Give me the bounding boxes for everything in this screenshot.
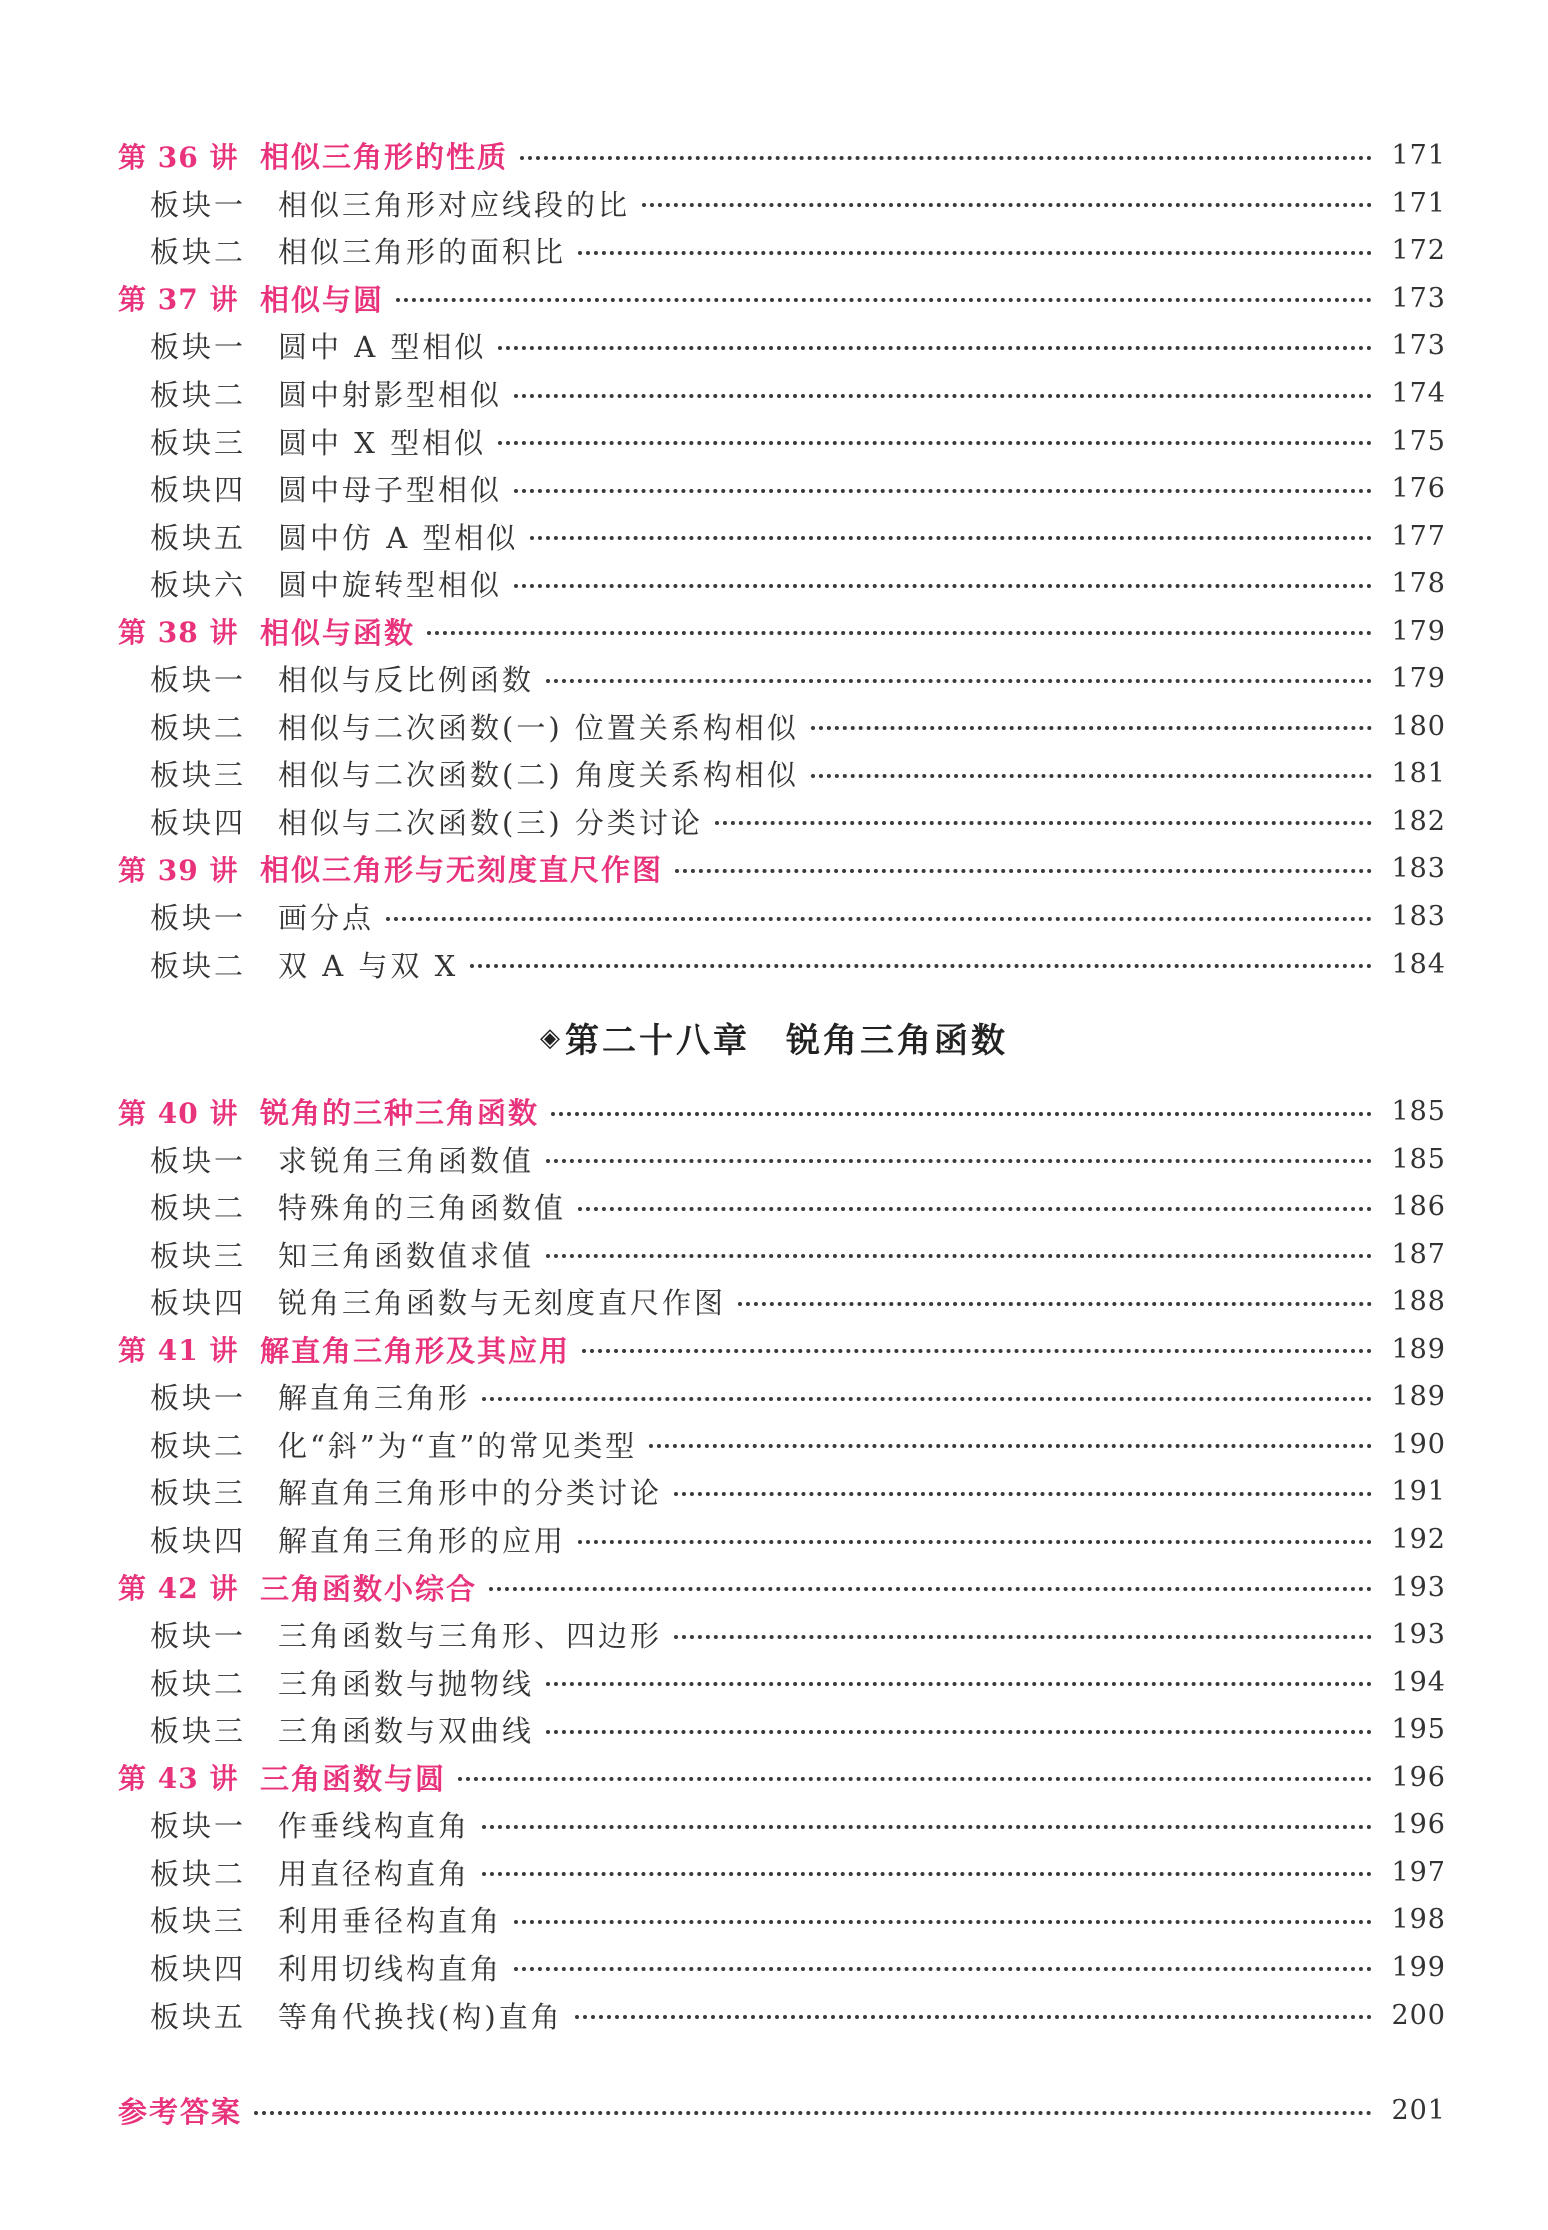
page-number: 182 — [1391, 805, 1446, 837]
page-number: 198 — [1391, 1904, 1446, 1936]
toc-block-entry[interactable] — [0, 1183, 1548, 1231]
dot-leader — [649, 1444, 1372, 1448]
entry-title: 解直角三角形的应用 — [278, 1524, 567, 1559]
page-number: 171 — [1391, 187, 1446, 219]
entry-number: 板块四 — [150, 473, 247, 508]
dot-leader — [578, 1540, 1372, 1544]
entry-number: 板块五 — [150, 1999, 247, 2034]
dot-leader — [674, 1635, 1372, 1639]
page-number: 177 — [1391, 520, 1446, 552]
entry-title: 相似三角形对应线段的比 — [278, 187, 631, 222]
toc-lecture-entry[interactable] — [0, 275, 1548, 323]
entry-title: 化“斜”为“直”的常见类型 — [278, 1428, 638, 1463]
entry-number: 板块二 — [150, 948, 247, 983]
page-number: 188 — [1391, 1286, 1446, 1318]
dot-leader — [514, 584, 1372, 588]
toc-block-entry[interactable] — [0, 1230, 1548, 1278]
entry-number: 板块三 — [150, 425, 247, 460]
page-number: 173 — [1391, 282, 1446, 314]
toc-block-entry[interactable] — [0, 940, 1548, 988]
dot-leader — [811, 774, 1372, 778]
entry-title: 相似三角形的性质 — [260, 140, 509, 175]
toc-block-entry[interactable] — [0, 1801, 1548, 1849]
entry-title: 三角函数与双曲线 — [278, 1714, 535, 1749]
page-number: 179 — [1391, 615, 1446, 647]
entry-title: 相似与二次函数(二) 角度关系构相似 — [278, 758, 799, 793]
entry-title: 锐角的三种三角函数 — [260, 1096, 540, 1131]
dot-leader — [470, 964, 1372, 968]
toc-block-entry[interactable] — [0, 1849, 1548, 1897]
dot-leader — [489, 1587, 1372, 1591]
dot-leader — [530, 536, 1372, 540]
entry-title: 用直径构直角 — [278, 1856, 471, 1891]
page-number: 184 — [1391, 948, 1446, 980]
dot-leader — [578, 1207, 1372, 1211]
entry-number: 第 39 讲 — [118, 853, 239, 887]
dot-leader — [514, 1967, 1372, 1971]
entry-number: 板块三 — [150, 1714, 247, 1749]
dot-leader — [715, 821, 1372, 825]
page-number: 189 — [1391, 1333, 1446, 1365]
dot-leader — [546, 679, 1372, 683]
toc-block-entry[interactable] — [0, 1944, 1548, 1992]
entry-title: 利用切线构直角 — [278, 1951, 503, 1986]
entry-title: 相似三角形与无刻度直尺作图 — [260, 853, 664, 888]
toc-block-entry[interactable] — [0, 798, 1548, 846]
entry-title: 解直角三角形中的分类讨论 — [278, 1476, 663, 1511]
toc-block-entry[interactable] — [0, 655, 1548, 703]
entry-title: 解直角三角形及其应用 — [260, 1333, 571, 1368]
entry-number: 第 37 讲 — [118, 283, 239, 317]
toc-lecture-entry[interactable] — [0, 845, 1548, 893]
entry-number: 板块一 — [150, 663, 247, 698]
entry-number: 板块四 — [150, 1524, 247, 1559]
entry-title: 相似三角形的面积比 — [278, 235, 567, 270]
entry-number: 板块三 — [150, 758, 247, 793]
toc-block-entry[interactable] — [0, 703, 1548, 751]
entry-title: 相似与反比例函数 — [278, 663, 535, 698]
entry-title: 利用垂径构直角 — [278, 1904, 503, 1939]
page-number: 185 — [1391, 1143, 1446, 1175]
toc-block-entry[interactable] — [0, 1516, 1548, 1564]
page-number: 195 — [1391, 1714, 1446, 1746]
entry-number: 板块二 — [150, 1856, 247, 1891]
entry-number: 第 41 讲 — [118, 1334, 239, 1368]
page-number: 191 — [1391, 1476, 1446, 1508]
entry-number: 第 38 讲 — [118, 616, 239, 650]
toc-block-entry[interactable] — [0, 1278, 1548, 1326]
page-number: 186 — [1391, 1191, 1446, 1223]
dot-leader — [546, 1682, 1372, 1686]
entry-title: 圆中母子型相似 — [278, 473, 503, 508]
chapter-heading — [0, 988, 1548, 1088]
toc-block-entry[interactable] — [0, 1135, 1548, 1183]
entry-number: 第 40 讲 — [118, 1096, 239, 1130]
entry-number: 板块一 — [150, 1143, 247, 1178]
toc-spacer — [0, 2039, 1548, 2087]
entry-title: 三角函数与抛物线 — [278, 1666, 535, 1701]
dot-leader — [514, 394, 1372, 398]
dot-leader — [551, 1112, 1372, 1116]
page-number: 196 — [1391, 1761, 1446, 1793]
toc-lecture-entry[interactable] — [0, 1326, 1548, 1374]
toc-block-entry[interactable] — [0, 1611, 1548, 1659]
entry-title: 画分点 — [278, 901, 375, 936]
toc-block-entry[interactable] — [0, 1896, 1548, 1944]
page-number: 174 — [1391, 378, 1446, 409]
toc-block-entry[interactable] — [0, 417, 1548, 465]
dot-leader — [546, 1730, 1372, 1734]
dot-leader — [498, 346, 1372, 350]
entry-number: 第 42 讲 — [118, 1572, 239, 1606]
page-number: 173 — [1391, 330, 1446, 362]
toc-lecture-entry[interactable] — [0, 1088, 1548, 1136]
dot-leader — [458, 1777, 1372, 1781]
page-number: 201 — [1391, 2095, 1446, 2127]
page-number: 200 — [1391, 1999, 1446, 2031]
entry-title: 求锐角三角函数值 — [278, 1143, 535, 1178]
chapter-number: 第二十八章 — [565, 1021, 750, 1062]
entry-title: 圆中射影型相似 — [278, 378, 503, 412]
toc-lecture-entry[interactable] — [0, 132, 1548, 180]
entry-title: 特殊角的三角函数值 — [278, 1191, 567, 1226]
entry-number: 板块三 — [150, 1904, 247, 1939]
toc-block-entry[interactable] — [0, 512, 1548, 560]
toc-lecture-entry[interactable] — [0, 607, 1548, 655]
page-number: 183 — [1391, 901, 1446, 933]
dot-leader — [642, 203, 1372, 207]
entry-title: 圆中旋转型相似 — [278, 568, 503, 603]
page-number: 185 — [1391, 1096, 1446, 1128]
dot-leader — [427, 631, 1372, 635]
entry-title: 解直角三角形 — [278, 1381, 471, 1416]
entry-number: 板块四 — [150, 1286, 247, 1321]
dot-leader — [738, 1302, 1372, 1306]
dot-leader — [674, 1492, 1372, 1496]
dot-leader — [386, 917, 1372, 921]
page-number: 199 — [1391, 1951, 1446, 1983]
dot-leader — [482, 1825, 1372, 1829]
page-number: 171 — [1391, 140, 1446, 172]
page-number: 193 — [1391, 1571, 1446, 1603]
toc-block-entry[interactable] — [0, 1658, 1548, 1706]
page-number: 179 — [1391, 663, 1446, 695]
entry-number: 板块一 — [150, 901, 247, 936]
dot-leader — [546, 1159, 1372, 1163]
dot-leader — [675, 869, 1372, 873]
page-number: 187 — [1391, 1238, 1446, 1270]
entry-number: 板块二 — [150, 1191, 247, 1226]
toc-block-entry[interactable] — [0, 1706, 1548, 1754]
entry-number: 板块一 — [150, 1619, 247, 1654]
toc-block-entry[interactable] — [0, 560, 1548, 608]
page-number: 196 — [1391, 1809, 1446, 1841]
page-number: 178 — [1391, 568, 1446, 600]
entry-title: 三角函数小综合 — [260, 1571, 478, 1606]
page-number: 183 — [1391, 853, 1446, 885]
entry-title: 圆中仿 A 型相似 — [278, 520, 519, 555]
dot-leader — [254, 2111, 1372, 2115]
entry-title: 锐角三角函数与无刻度直尺作图 — [278, 1286, 727, 1321]
toc-block-entry[interactable] — [0, 893, 1548, 941]
dot-leader — [396, 298, 1372, 302]
dot-leader — [498, 441, 1372, 445]
dot-leader — [482, 1872, 1372, 1876]
toc-block-entry[interactable] — [0, 322, 1548, 370]
entry-title: 等角代换找(构)直角 — [278, 1999, 563, 2034]
toc-block-entry[interactable] — [0, 1373, 1548, 1421]
entry-number: 第 36 讲 — [118, 140, 239, 174]
entry-title: 相似与二次函数(一) 位置关系构相似 — [278, 710, 799, 745]
entry-number: 板块二 — [150, 1666, 247, 1701]
toc-block-entry[interactable] — [0, 370, 1548, 418]
entry-title: 圆中 X 型相似 — [278, 425, 487, 460]
page-number: 175 — [1391, 425, 1446, 457]
entry-number: 板块一 — [150, 330, 247, 365]
page-number: 197 — [1391, 1856, 1446, 1888]
page-number: 176 — [1391, 473, 1446, 505]
toc-block-entry[interactable] — [0, 227, 1548, 275]
entry-number: 板块二 — [150, 235, 247, 270]
entry-number: 板块一 — [150, 1381, 247, 1416]
toc-lecture-entry[interactable] — [0, 1563, 1548, 1611]
page-number: 181 — [1391, 758, 1446, 790]
page-number: 180 — [1391, 710, 1446, 742]
dot-leader — [811, 726, 1372, 730]
entry-title: 作垂线构直角 — [278, 1809, 471, 1844]
page-number: 190 — [1391, 1428, 1446, 1460]
entry-title: 知三角函数值求值 — [278, 1238, 535, 1273]
chapter-mark-icon: ◈ — [540, 1022, 563, 1053]
dot-leader — [546, 1254, 1372, 1258]
toc-block-entry[interactable] — [0, 1991, 1548, 2039]
entry-title: 三角函数与三角形、四边形 — [278, 1619, 663, 1654]
page-number: 193 — [1391, 1619, 1446, 1651]
dot-leader — [578, 251, 1372, 255]
dot-leader — [514, 489, 1372, 493]
toc-block-entry[interactable] — [0, 180, 1548, 228]
dot-leader — [514, 1920, 1372, 1924]
entry-title: 相似与二次函数(三) 分类讨论 — [278, 805, 703, 840]
page-number: 192 — [1391, 1524, 1446, 1556]
entry-number: 板块四 — [150, 805, 247, 840]
page-number: 194 — [1391, 1666, 1446, 1698]
page-number: 172 — [1391, 235, 1446, 267]
entry-number: 板块三 — [150, 1238, 247, 1273]
entry-number: 板块二 — [150, 378, 247, 412]
entry-number: 第 43 讲 — [118, 1762, 239, 1796]
entry-number: 板块四 — [150, 1951, 247, 1986]
table-of-contents — [0, 132, 1548, 2134]
toc-block-entry[interactable] — [0, 465, 1548, 513]
entry-number: 板块一 — [150, 187, 247, 222]
entry-number: 板块三 — [150, 1476, 247, 1511]
entry-number: 板块六 — [150, 568, 247, 603]
dot-leader — [482, 1397, 1372, 1401]
entry-title: 相似与圆 — [260, 282, 385, 317]
dot-leader — [582, 1349, 1372, 1353]
page-number: 189 — [1391, 1381, 1446, 1413]
entry-title: 双 A 与双 X — [278, 948, 459, 983]
entry-title: 参考答案 — [118, 2095, 243, 2130]
chapter-title: 锐角三角函数 — [786, 1021, 1008, 1062]
entry-number: 板块一 — [150, 1809, 247, 1844]
entry-title: 圆中 A 型相似 — [278, 330, 487, 365]
toc-block-entry[interactable] — [0, 750, 1548, 798]
toc-block-entry[interactable] — [0, 1421, 1548, 1469]
dot-leader — [575, 2015, 1372, 2019]
toc-lecture-entry[interactable] — [0, 1754, 1548, 1802]
toc-answers-entry[interactable] — [0, 2087, 1548, 2135]
toc-block-entry[interactable] — [0, 1468, 1548, 1516]
entry-number: 板块二 — [150, 710, 247, 745]
entry-number: 板块五 — [150, 520, 247, 555]
entry-title: 三角函数与圆 — [260, 1761, 447, 1796]
dot-leader — [520, 156, 1372, 160]
entry-number: 板块二 — [150, 1428, 247, 1463]
entry-title: 相似与函数 — [260, 615, 416, 650]
